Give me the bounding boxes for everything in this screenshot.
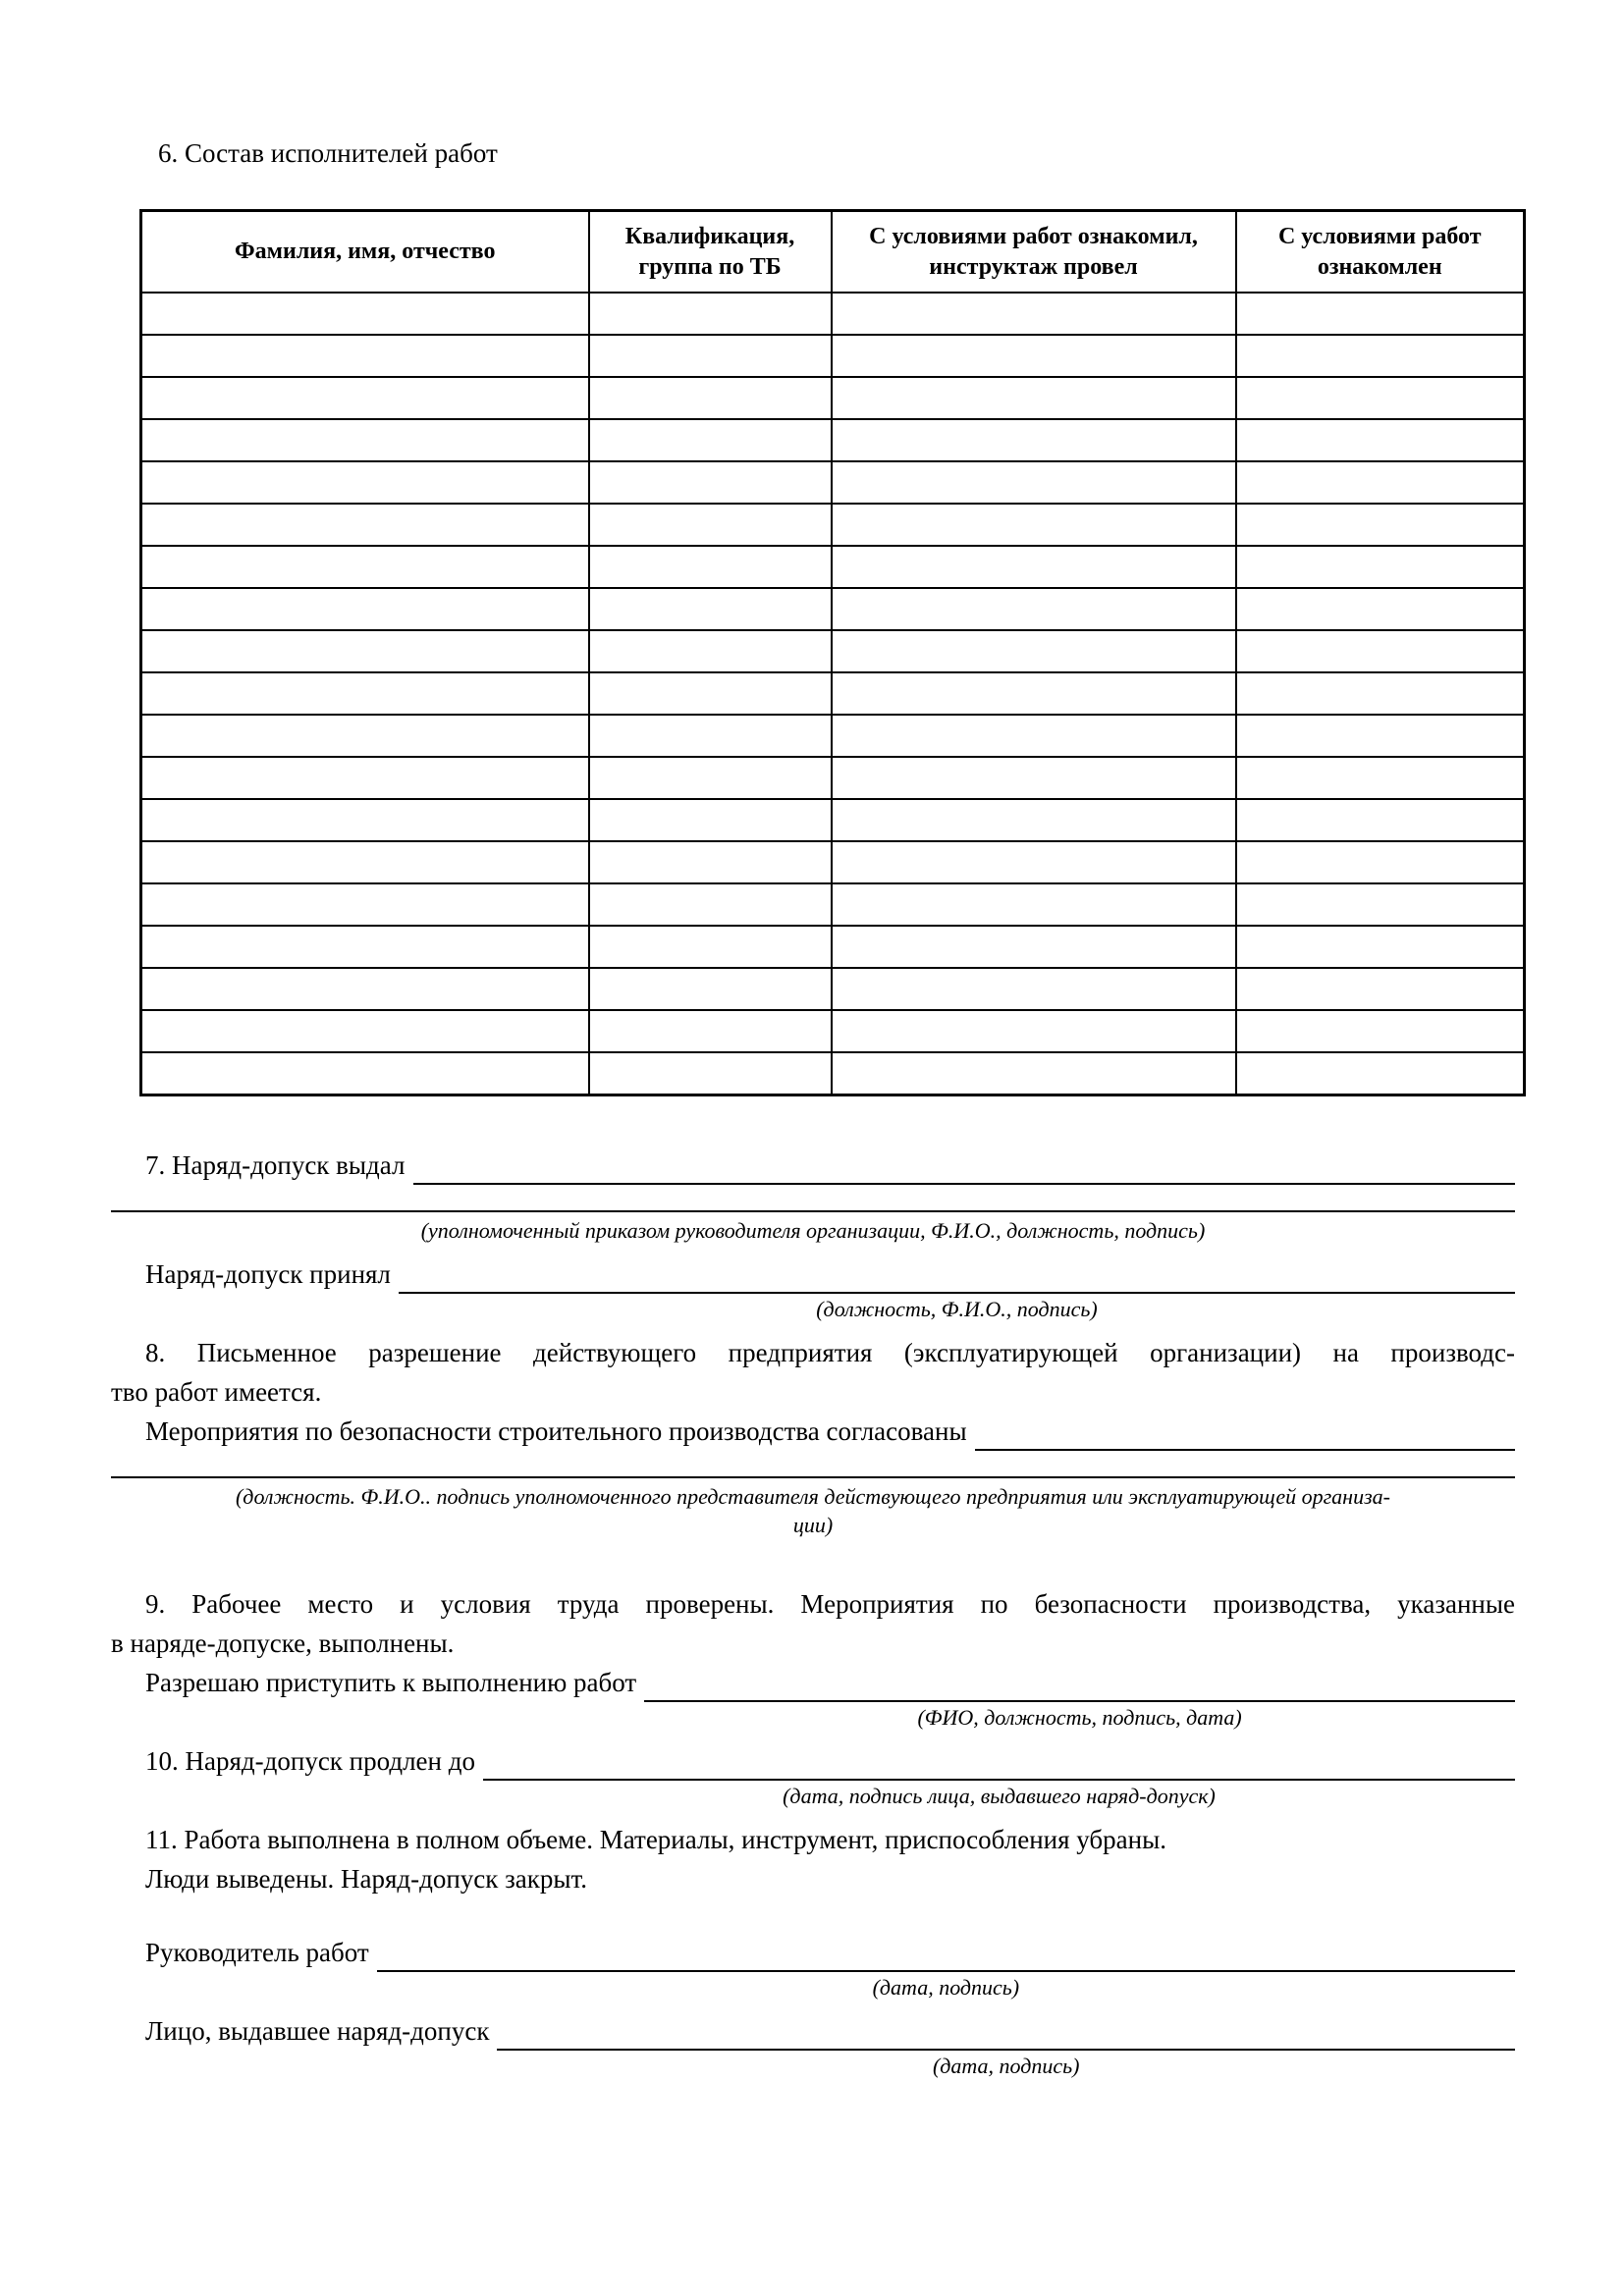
table-cell[interactable]: [141, 757, 589, 799]
col-header-qualification: Квалификация, группа по ТБ: [589, 211, 832, 294]
table-cell[interactable]: [141, 1052, 589, 1095]
permit-issuer-field[interactable]: [497, 2049, 1515, 2078]
table-cell[interactable]: [1236, 672, 1525, 715]
table-cell[interactable]: [832, 757, 1236, 799]
table-cell[interactable]: [589, 461, 832, 504]
table-cell[interactable]: [1236, 335, 1525, 377]
table-cell[interactable]: [589, 841, 832, 883]
table-cell[interactable]: [1236, 841, 1525, 883]
table-cell[interactable]: [1236, 377, 1525, 419]
permit-issued-signature-line[interactable]: [111, 1210, 1515, 1212]
permit-received-row: [145, 1255, 1515, 1321]
table-row: [141, 630, 1525, 672]
table-cell[interactable]: [141, 461, 589, 504]
safety-agreed-caption-line1: (должность. Ф.И.О.. подпись уполномоченного представителя действующего предприятия или эксплуатирующей организа-: [235, 1484, 1390, 1509]
table-row: [141, 1010, 1525, 1052]
table-cell[interactable]: [141, 546, 589, 588]
table-row: [141, 335, 1525, 377]
table-cell[interactable]: [141, 715, 589, 757]
table-cell[interactable]: [589, 419, 832, 461]
table-cell[interactable]: [1236, 883, 1525, 926]
safety-agreed-field[interactable]: [975, 1449, 1515, 1451]
table-cell[interactable]: [141, 841, 589, 883]
safety-agreed-signature-line[interactable]: [111, 1476, 1515, 1478]
table-cell[interactable]: [141, 335, 589, 377]
table-row: [141, 799, 1525, 841]
table-cell[interactable]: [141, 1010, 589, 1052]
section8-paragraph: [111, 1333, 1515, 1412]
permit-issued-field[interactable]: [413, 1183, 1516, 1185]
table-row: [141, 968, 1525, 1010]
table-cell[interactable]: [1236, 799, 1525, 841]
table-cell[interactable]: [141, 588, 589, 630]
section6-title: 6. Состав исполнителей работ: [158, 138, 498, 168]
table-cell[interactable]: [589, 546, 832, 588]
table-row: [141, 715, 1525, 757]
safety-agreed-caption: [111, 1482, 1515, 1539]
table-cell[interactable]: [589, 1052, 832, 1095]
table-cell[interactable]: [589, 293, 832, 335]
executors-table: [139, 209, 1526, 1096]
table-cell[interactable]: [1236, 968, 1525, 1010]
table-cell[interactable]: [1236, 419, 1525, 461]
table-row: [141, 1052, 1525, 1095]
table-cell[interactable]: [832, 715, 1236, 757]
permit-issuer-row: [145, 2011, 1515, 2078]
section9-paragraph-line2: в наряде-допуске, выполнены.: [111, 1629, 455, 1658]
permit-received-field[interactable]: [399, 1292, 1515, 1321]
table-row: [141, 546, 1525, 588]
table-cell[interactable]: [1236, 461, 1525, 504]
table-cell[interactable]: [832, 799, 1236, 841]
table-cell[interactable]: [141, 883, 589, 926]
table-cell[interactable]: [1236, 1052, 1525, 1095]
table-cell[interactable]: [832, 461, 1236, 504]
table-row: [141, 841, 1525, 883]
section9-paragraph: [111, 1584, 1515, 1663]
table-cell[interactable]: [1236, 504, 1525, 546]
table-header-row: [141, 211, 1525, 294]
section11-paragraph-line1: 11. Работа выполнена в полном объеме. Материалы, инструмент, приспособления убраны.: [145, 1825, 1166, 1854]
table-cell[interactable]: [589, 630, 832, 672]
permit-received-label: Наряд-допуск принял: [145, 1259, 391, 1289]
table-cell[interactable]: [832, 841, 1236, 883]
permit-issuer-label: Лицо, выдавшее наряд-допуск: [145, 2016, 490, 2046]
table-cell[interactable]: [1236, 588, 1525, 630]
table-cell[interactable]: [589, 883, 832, 926]
table-cell[interactable]: [141, 293, 589, 335]
permit-issued-caption: (уполномоченный приказом руководителя организации, Ф.И.О., должность, подпись): [420, 1218, 1206, 1243]
table-cell[interactable]: [1236, 546, 1525, 588]
table-cell[interactable]: [141, 968, 589, 1010]
table-cell[interactable]: [832, 1052, 1236, 1095]
table-row: [141, 672, 1525, 715]
permit-extended-field[interactable]: [483, 1779, 1515, 1808]
table-cell[interactable]: [832, 335, 1236, 377]
table-cell[interactable]: [832, 883, 1236, 926]
permit-received-caption: (должность, Ф.И.О., подпись): [816, 1297, 1098, 1321]
table-cell[interactable]: [589, 968, 832, 1010]
table-cell[interactable]: [589, 926, 832, 968]
table-cell[interactable]: [141, 926, 589, 968]
col-header-full-name: Фамилия, имя, отчество: [141, 211, 589, 294]
table-cell[interactable]: [589, 1010, 832, 1052]
section11-paragraph-line2: Люди выведены. Наряд-допуск закрыт.: [145, 1864, 588, 1894]
executors-table-body: [141, 293, 1525, 1095]
safety-agreed-caption-line2: ции): [792, 1513, 834, 1537]
table-cell[interactable]: [589, 377, 832, 419]
table-row: [141, 377, 1525, 419]
section8-paragraph-line1: 8. Письменное разрешение действующего предприятия (эксплуатирующей организации) на производс-: [145, 1338, 1515, 1367]
col-header-instructed-by: С условиями работ ознакомил, инструктаж провел: [832, 211, 1236, 294]
table-row: [141, 926, 1525, 968]
safety-agreed-label: Мероприятия по безопасности строительного производства согласованы: [145, 1416, 967, 1446]
table-cell[interactable]: [141, 630, 589, 672]
table-cell[interactable]: [141, 419, 589, 461]
table-cell[interactable]: [832, 504, 1236, 546]
section9-paragraph-line1: 9. Рабочее место и условия труда проверены. Мероприятия по безопасности производства, указанные: [145, 1589, 1515, 1619]
section11-paragraph: [111, 1820, 1515, 1898]
table-row: [141, 419, 1525, 461]
table-cell[interactable]: [832, 419, 1236, 461]
work-allowed-label: Разрешаю приступить к выполнению работ: [145, 1668, 637, 1697]
table-cell[interactable]: [141, 504, 589, 546]
table-cell[interactable]: [1236, 293, 1525, 335]
work-supervisor-label: Руководитель работ: [145, 1938, 369, 1967]
table-cell[interactable]: [832, 1010, 1236, 1052]
table-cell[interactable]: [141, 672, 589, 715]
table-cell[interactable]: [141, 377, 589, 419]
work-supervisor-field[interactable]: [377, 1970, 1515, 2000]
table-cell[interactable]: [141, 799, 589, 841]
safety-agreed-row: [145, 1412, 1515, 1451]
permit-extended-row: [145, 1741, 1515, 1808]
table-row: [141, 293, 1525, 335]
table-cell[interactable]: [589, 588, 832, 630]
table-cell[interactable]: [832, 546, 1236, 588]
work-allowed-field[interactable]: [644, 1700, 1515, 1730]
table-cell[interactable]: [1236, 757, 1525, 799]
table-cell[interactable]: [832, 588, 1236, 630]
work-allowed-caption: (ФИО, должность, подпись, дата): [917, 1705, 1242, 1730]
table-cell[interactable]: [589, 799, 832, 841]
table-cell[interactable]: [832, 926, 1236, 968]
table-row: [141, 588, 1525, 630]
table-cell[interactable]: [832, 968, 1236, 1010]
permit-issued-row: [145, 1146, 1515, 1185]
table-cell[interactable]: [832, 377, 1236, 419]
col-header-acknowledged: С условиями работ ознакомлен: [1236, 211, 1525, 294]
table-cell[interactable]: [589, 757, 832, 799]
work-allowed-row: [145, 1663, 1515, 1730]
permit-issued-label: 7. Наряд-допуск выдал: [145, 1150, 406, 1180]
table-row: [141, 757, 1525, 799]
table-row: [141, 883, 1525, 926]
table-cell[interactable]: [1236, 630, 1525, 672]
table-cell[interactable]: [832, 630, 1236, 672]
table-cell[interactable]: [1236, 1010, 1525, 1052]
table-cell[interactable]: [1236, 926, 1525, 968]
permit-extended-label: 10. Наряд-допуск продлен до: [145, 1746, 475, 1776]
table-cell[interactable]: [589, 715, 832, 757]
table-cell[interactable]: [1236, 715, 1525, 757]
table-cell[interactable]: [589, 335, 832, 377]
permit-issuer-caption: (дата, подпись): [932, 2054, 1080, 2078]
table-cell[interactable]: [589, 504, 832, 546]
table-cell[interactable]: [589, 672, 832, 715]
work-supervisor-caption: (дата, подпись): [872, 1975, 1020, 2000]
permit-extended-caption: (дата, подпись лица, выдавшего наряд-допуск): [783, 1784, 1216, 1808]
work-supervisor-row: [145, 1933, 1515, 2000]
table-cell[interactable]: [832, 672, 1236, 715]
section8-paragraph-line2: тво работ имеется.: [111, 1377, 322, 1407]
table-row: [141, 504, 1525, 546]
table-cell[interactable]: [832, 293, 1236, 335]
table-row: [141, 461, 1525, 504]
